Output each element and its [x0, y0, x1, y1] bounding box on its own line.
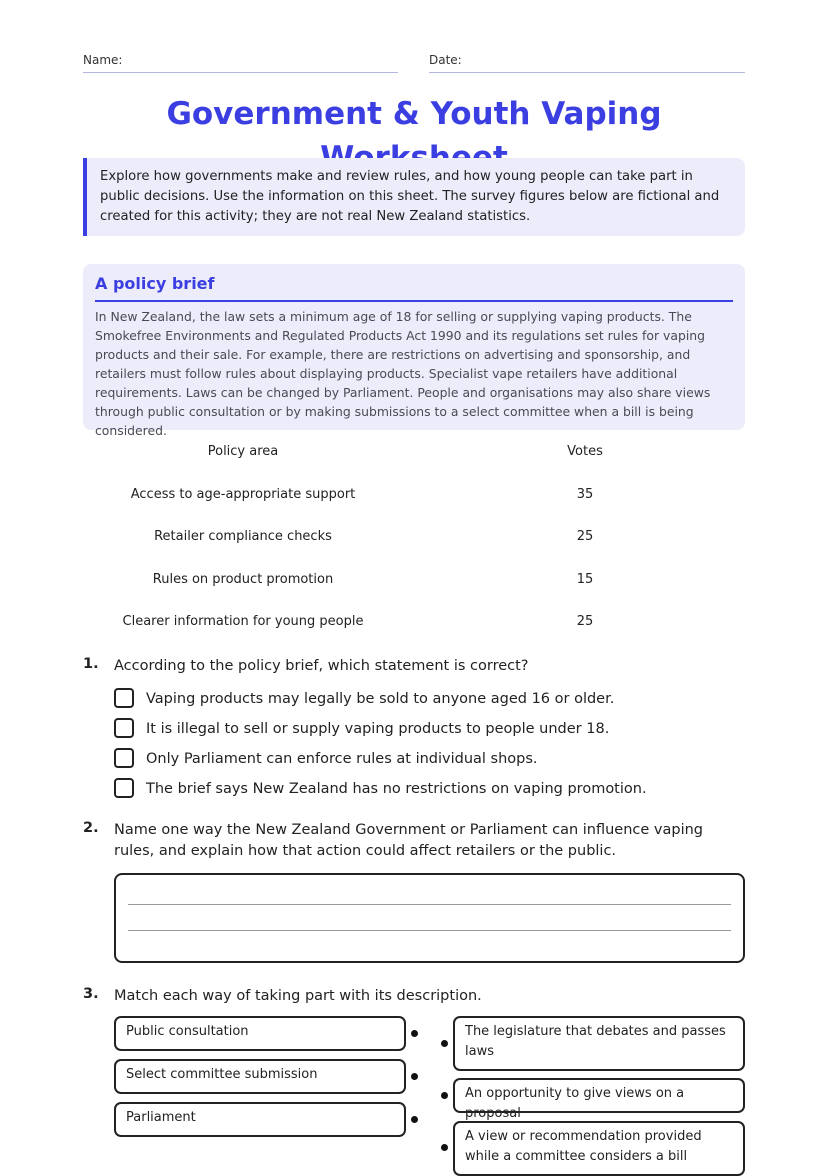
match-connector-dot[interactable]	[411, 1073, 418, 1080]
policy-area-cell: Clearer information for young people	[122, 614, 364, 630]
table-row	[83, 519, 745, 562]
checkbox[interactable]	[114, 778, 134, 798]
q1-option-a[interactable]	[114, 688, 714, 712]
policy-brief-body: In New Zealand, the law sets a minimum age of 18 for selling or supplying vaping products. The Smokefree Environments and Regulated Products Act 1990 and its regulations set rules for vaping products and their sale. For example, there are restrictions on advertising and sponsorship, and retailers must follow rules about displaying products. Specialist vape retailers have additional requirements. Laws can be changed by Parliament. People and organisations may also share views through public consultation or by making submissions to a select committee when a bill is being considered.	[95, 309, 711, 438]
votes-cell: 25	[576, 529, 594, 545]
question-number: 3.	[83, 986, 99, 1002]
question-text: Match each way of taking part with its description.	[114, 988, 482, 1004]
table-row	[83, 604, 745, 647]
match-connector-dot[interactable]	[411, 1116, 418, 1123]
header-fields	[83, 52, 745, 74]
date-field[interactable]	[429, 52, 745, 73]
q1-option-c[interactable]	[114, 748, 714, 772]
votes-table	[83, 434, 745, 647]
option-label: Vaping products may legally be sold to anyone aged 16 or older.	[146, 691, 615, 707]
policy-area-cell: Retailer compliance checks	[154, 529, 332, 545]
option-label: The brief says New Zealand has no restrictions on vaping promotion.	[146, 781, 647, 797]
option-label: It is illegal to sell or supply vaping products to people under 18.	[146, 721, 610, 737]
checkbox[interactable]	[114, 748, 134, 768]
match-left-label: Parliament	[126, 1110, 196, 1125]
match-right-item[interactable]	[453, 1078, 745, 1121]
q1-option-d[interactable]	[114, 778, 714, 802]
intro-callout: Explore how governments make and review rules, and how young people can take part in public decisions. Use the information on this sheet. The survey figures below are fictional and created for this activity; they are not real New Zealand statistics.	[83, 158, 745, 236]
writing-line	[128, 930, 731, 931]
match-left-item[interactable]	[114, 1102, 406, 1137]
match-right-label: A view or recommendation provided while a committee considers a bill	[465, 1129, 702, 1164]
match-left-item[interactable]	[114, 1016, 406, 1051]
match-connector-dot[interactable]	[441, 1040, 448, 1047]
votes-cell: 15	[576, 571, 594, 587]
match-right-item[interactable]	[453, 1016, 745, 1071]
match-left-item[interactable]	[114, 1059, 406, 1094]
writing-line	[128, 904, 731, 905]
table-header-row	[83, 434, 745, 477]
table-row	[83, 477, 745, 520]
column-header-votes: Votes	[567, 444, 603, 459]
match-connector-dot[interactable]	[441, 1144, 448, 1151]
policy-area-cell: Rules on product promotion	[152, 571, 334, 587]
name-label: Name:	[83, 53, 123, 67]
policy-area-cell: Access to age-appropriate support	[130, 486, 356, 502]
policy-brief-heading: A policy brief	[95, 272, 733, 302]
votes-cell: 25	[576, 614, 594, 630]
match-right-label: The legislature that debates and passes laws	[465, 1024, 726, 1059]
question-number: 2.	[83, 820, 99, 836]
votes-cell: 35	[576, 486, 594, 502]
checkbox[interactable]	[114, 718, 134, 738]
match-right-item[interactable]	[453, 1121, 745, 1176]
date-label: Date:	[429, 53, 462, 67]
question-text: Name one way the New Zealand Government or Parliament can influence vaping rules, and explain how that action could affect retailers or the public.	[114, 822, 704, 859]
page-title: Government & Youth Vaping	[166, 96, 662, 132]
policy-brief	[83, 264, 745, 438]
question-number: 1.	[83, 656, 99, 672]
q1-option-b[interactable]	[114, 718, 714, 742]
answer-box[interactable]	[114, 873, 745, 963]
column-header-policy-area: Policy area	[207, 444, 279, 459]
option-label: Only Parliament can enforce rules at individual shops.	[146, 751, 538, 767]
name-field[interactable]	[83, 52, 398, 73]
match-left-label: Public consultation	[126, 1024, 249, 1039]
match-right-label: An opportunity to give views on a proposal	[465, 1086, 685, 1121]
question-text: According to the policy brief, which statement is correct?	[114, 658, 529, 674]
match-connector-dot[interactable]	[411, 1030, 418, 1037]
checkbox[interactable]	[114, 688, 134, 708]
table-row	[83, 562, 745, 605]
match-left-label: Select committee submission	[126, 1067, 318, 1082]
match-connector-dot[interactable]	[441, 1092, 448, 1099]
